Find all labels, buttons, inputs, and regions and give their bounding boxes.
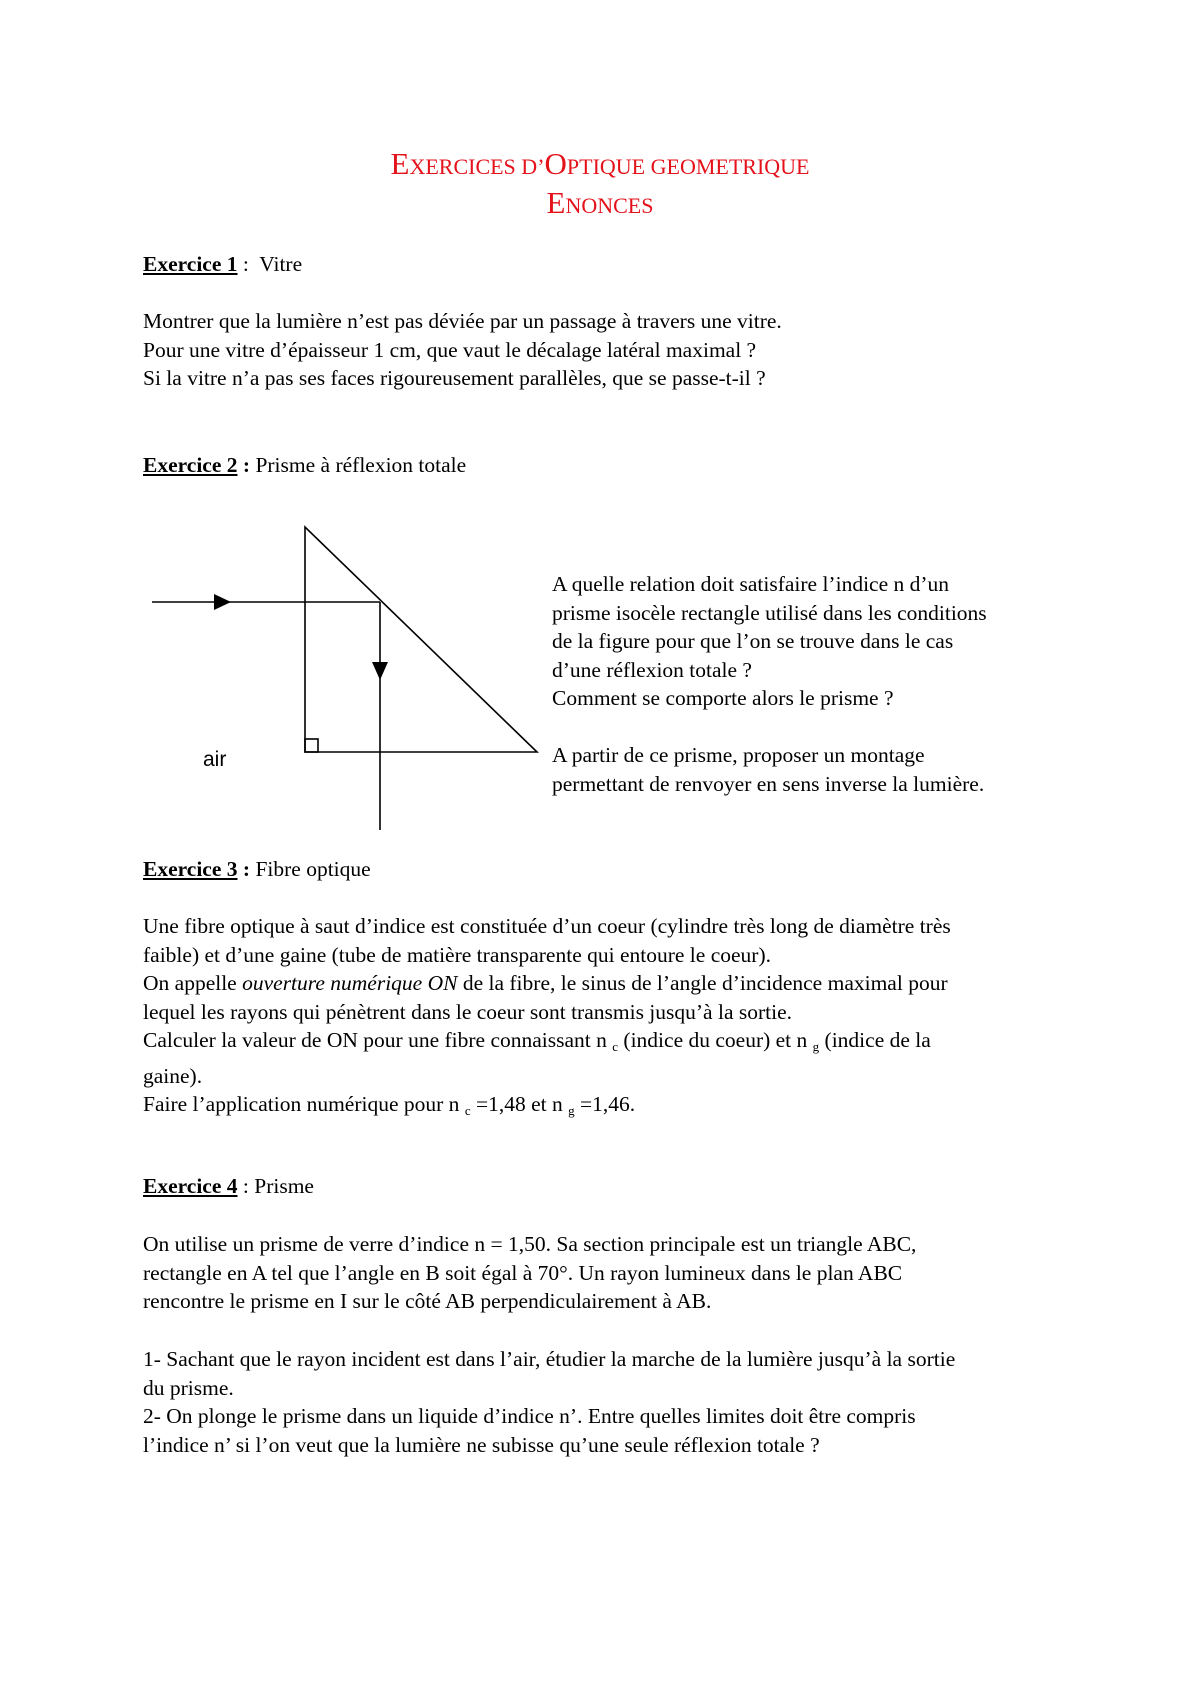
arrow-right-icon xyxy=(214,594,231,610)
text-line: A quelle relation doit satisfaire l’indice n d’un xyxy=(552,572,950,596)
text-line xyxy=(143,1026,951,1062)
subscript: g xyxy=(568,1103,575,1118)
title-letter: O xyxy=(544,146,567,181)
text-line: Une fibre optique à saut d’indice est constituée d’un coeur (cylindre très long de diamètre très xyxy=(143,914,951,938)
arrow-down-icon xyxy=(372,662,388,680)
title-part: PTIQUE GEOMETRIQUE xyxy=(566,154,810,179)
exercise-1-label: Exercice 1 xyxy=(143,252,238,276)
text-line: 1- Sachant que le rayon incident est dans l’air, étudier la marche de la lumière jusqu’à la sortie xyxy=(143,1347,956,1371)
title-letter: E xyxy=(390,146,410,181)
text-line: rencontre le prisme en I sur le côté AB perpendiculairement à AB. xyxy=(143,1289,712,1313)
text-run: (indice de la xyxy=(819,1028,931,1052)
exercise-3-body xyxy=(143,912,951,1126)
text-line: 2- On plonge le prisme dans un liquide d’indice n’. Entre quelles limites doit être compris xyxy=(143,1404,916,1428)
text-line: Comment se comporte alors le prisme ? xyxy=(552,686,894,710)
exercise-1-subject: Vitre xyxy=(259,252,303,276)
heading-separator: : xyxy=(237,252,260,276)
exercise-4-subject: Prisme xyxy=(254,1174,314,1198)
title-part: ’ xyxy=(537,154,545,179)
text-line xyxy=(143,969,951,998)
heading-separator: : xyxy=(237,857,256,881)
text-run: Calculer la valeur de ON pour une fibre connaissant n xyxy=(143,1028,607,1052)
text-line xyxy=(143,1090,951,1126)
term-numerical-aperture: ouverture numérique ON xyxy=(242,971,458,995)
text-line: permettant de renvoyer en sens inverse la lumière. xyxy=(552,771,985,796)
exercise-4-questions xyxy=(143,1345,955,1459)
exercise-3-heading xyxy=(143,855,371,883)
text-line: faible) et d’une gaine (tube de matière transparente qui entoure le coeur). xyxy=(143,942,771,967)
exercise-2-label: Exercice 2 xyxy=(143,453,238,477)
subtitle-part: NONCES xyxy=(565,193,654,218)
text-run: de la fibre, le sinus de l’angle d’incidence maximal pour xyxy=(457,971,948,995)
title-part: XERCICES D xyxy=(409,154,538,179)
text-line: gaine). xyxy=(143,1063,203,1088)
blank-line xyxy=(552,713,987,742)
exercise-4-label: Exercice 4 xyxy=(143,1174,238,1198)
text-line: Pour une vitre d’épaisseur 1 cm, que vaut le décalage latéral maximal ? xyxy=(143,337,757,362)
subscript: c xyxy=(464,1103,471,1118)
exercise-3-subject: Fibre optique xyxy=(255,857,371,881)
text-line: A partir de ce prisme, proposer un montage xyxy=(552,743,925,767)
text-line: de la figure pour que l’on se trouve dans le cas xyxy=(552,629,954,653)
right-angle-mark xyxy=(305,739,318,752)
exercise-3-label: Exercice 3 xyxy=(143,857,238,881)
text-run: Faire l’application numérique pour n xyxy=(143,1092,460,1116)
heading-separator: : xyxy=(237,1174,255,1198)
subscript: g xyxy=(812,1039,820,1054)
text-line: On utilise un prisme de verre d’indice n = 1,50. Sa section principale est un triangle ABC, xyxy=(143,1232,917,1256)
text-line: prisme isocèle rectangle utilisé dans les conditions xyxy=(552,600,987,625)
exercise-4-heading xyxy=(143,1172,314,1200)
text-run: (indice du coeur) et n xyxy=(618,1028,808,1052)
subscript: c xyxy=(612,1039,619,1054)
text-line: lequel les rayons qui pénètrent dans le coeur sont transmis jusqu’à la sortie. xyxy=(143,999,793,1024)
text-run: =1,46. xyxy=(574,1092,636,1116)
prism-triangle xyxy=(305,527,537,752)
text-line: rectangle en A tel que l’angle en B soit égal à 70°. Un rayon lumineux dans le plan ABC xyxy=(143,1260,903,1285)
text-line: d’une réflexion totale ? xyxy=(552,657,752,682)
text-line: l’indice n’ si l’on veut que la lumière ne subisse qu’une seule réflexion totale ? xyxy=(143,1432,820,1457)
text-run: On appelle xyxy=(143,971,243,995)
exercise-4-statement xyxy=(143,1230,916,1316)
heading-separator: : xyxy=(237,453,256,477)
text-line: du prisme. xyxy=(143,1375,234,1400)
figure-label-air: air xyxy=(203,748,227,771)
exercise-2-subject: Prisme à réflexion totale xyxy=(255,453,467,477)
exercise-2-question xyxy=(552,570,987,798)
text-run: =1,48 et n xyxy=(470,1092,563,1116)
subtitle-letter: E xyxy=(546,185,566,220)
text-line: Montrer que la lumière n’est pas déviée par un passage à travers une vitre. xyxy=(143,309,782,333)
text-line: Si la vitre n’a pas ses faces rigoureusement parallèles, que se passe-t-il ? xyxy=(143,366,766,390)
